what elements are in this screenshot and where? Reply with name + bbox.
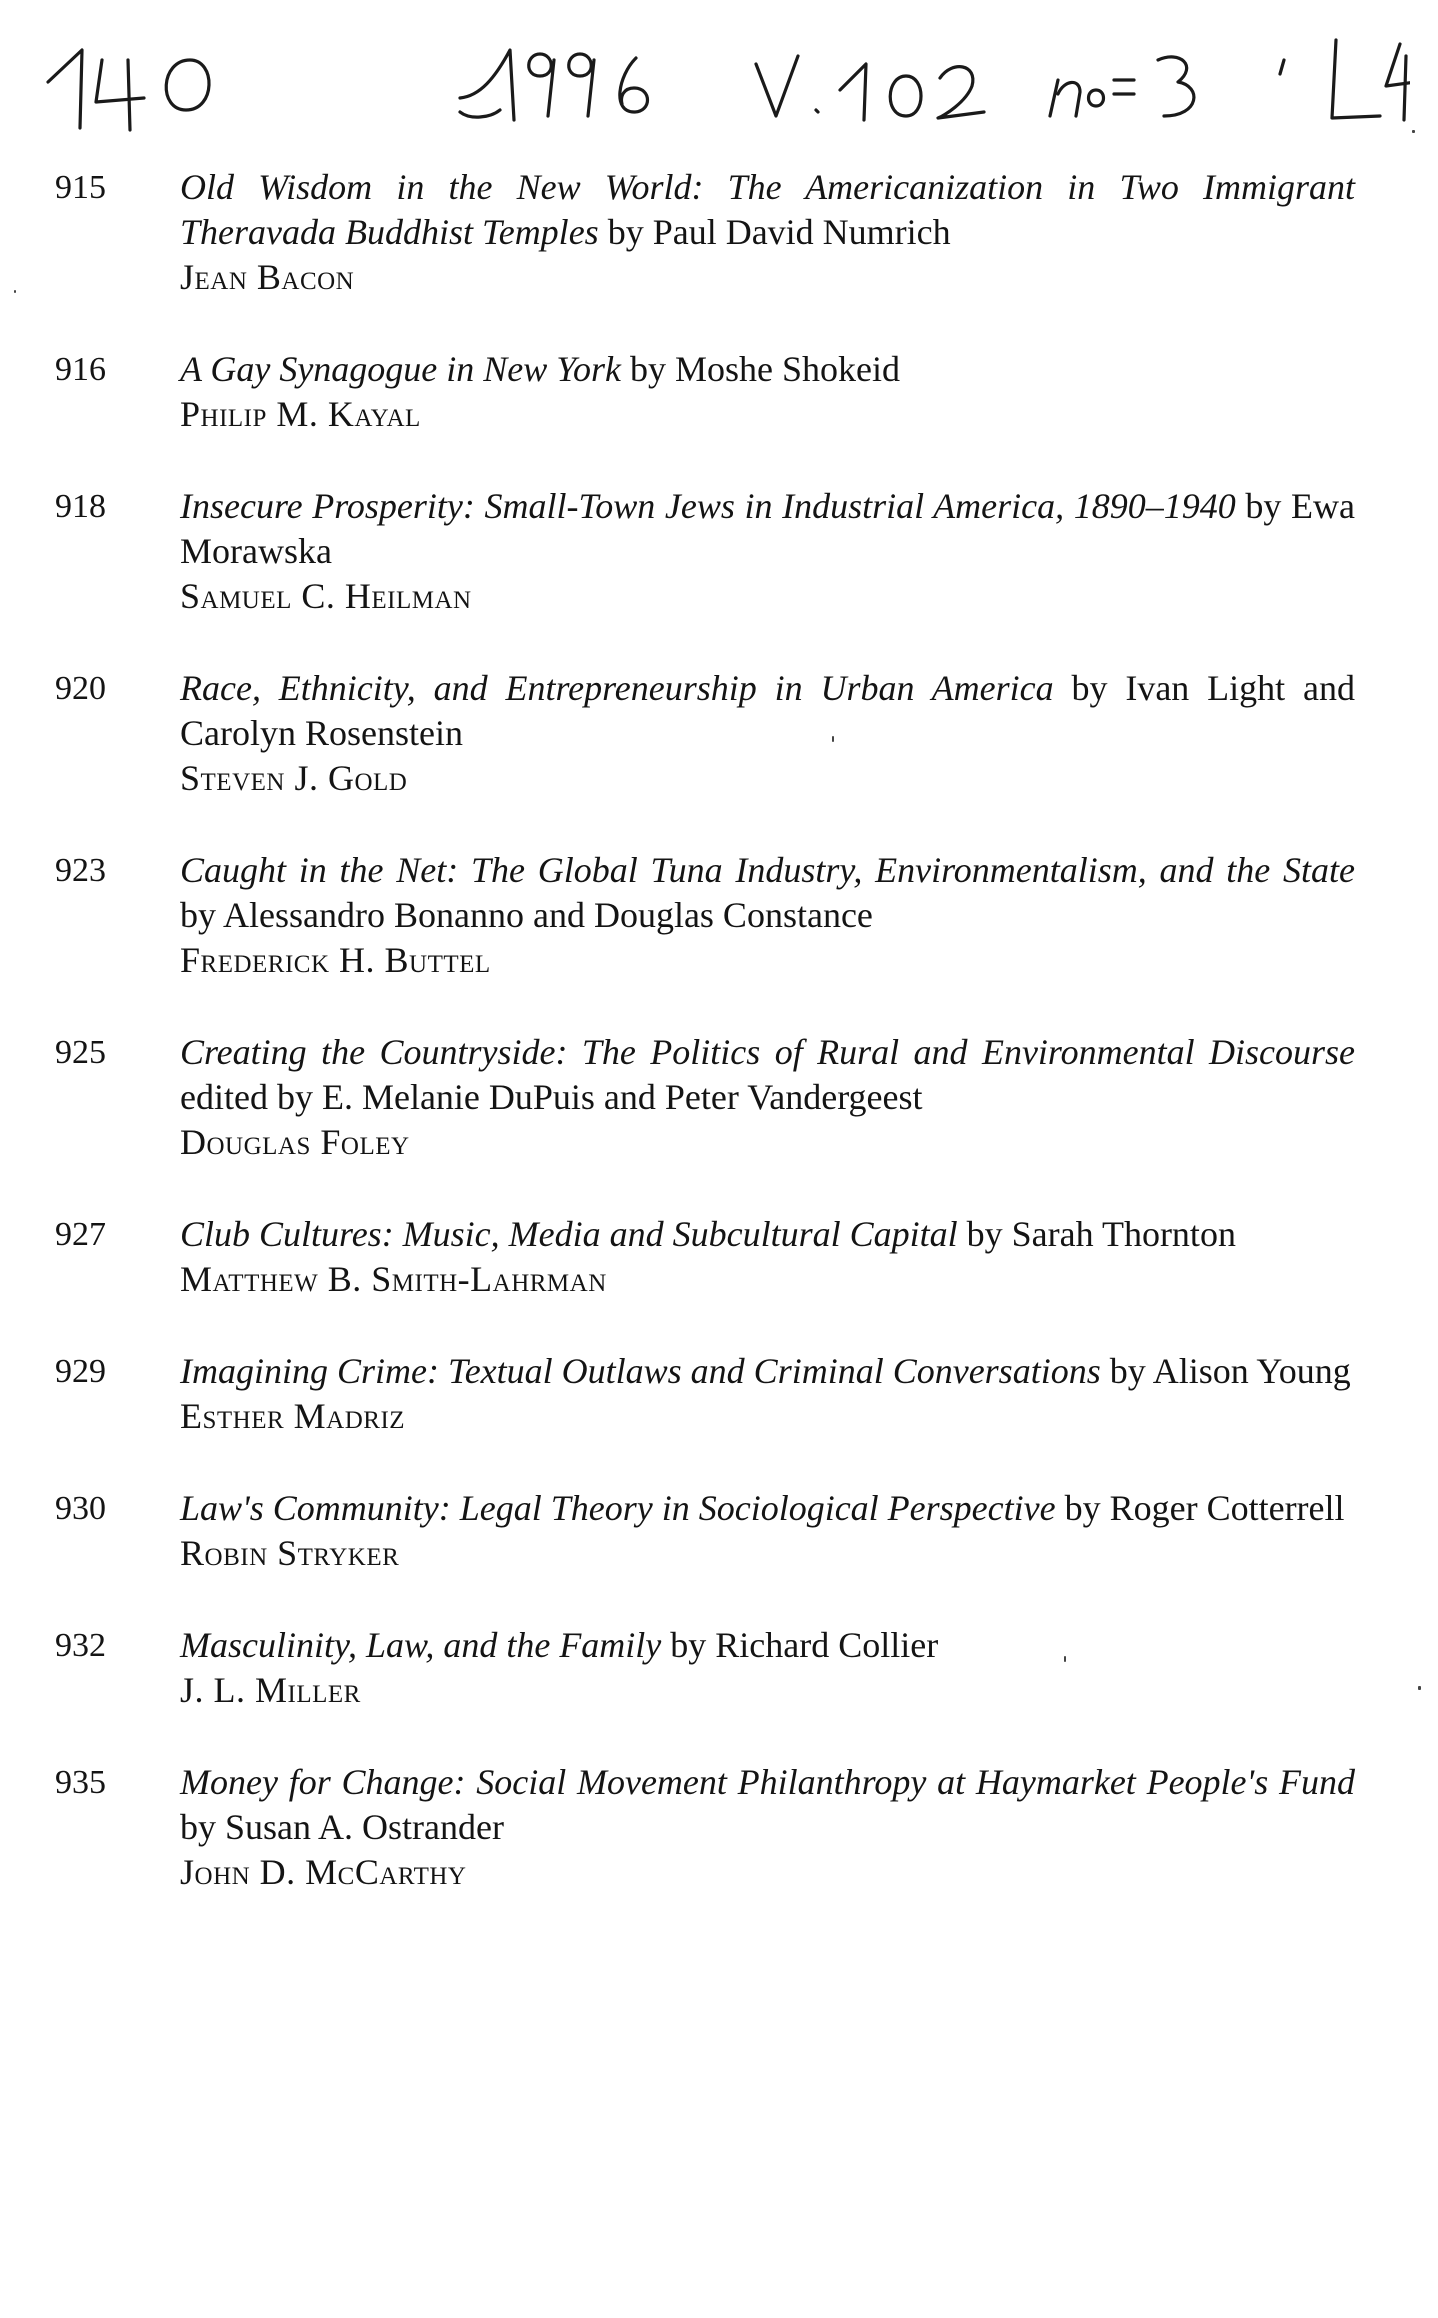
book-author: by Ewa Morawska xyxy=(180,486,1355,571)
book-author: by Roger Cotterrell xyxy=(1055,1488,1345,1528)
reviewer-name: Steven J. Gold xyxy=(180,758,408,798)
review-list xyxy=(55,165,1355,1895)
book-title: Imagining Crime: Textual Outlaws and Criminal Conversations xyxy=(180,1351,1101,1391)
entry-text xyxy=(180,1212,1355,1257)
reviewer-name: John D. McCarthy xyxy=(180,1852,467,1892)
page-number: 916 xyxy=(55,351,106,388)
page-number: 925 xyxy=(55,1034,106,1071)
handwritten-annotation xyxy=(40,20,1410,140)
review-entry xyxy=(55,848,1355,983)
book-title: A Gay Synagogue in New York xyxy=(180,349,621,389)
review-entry xyxy=(55,1212,1355,1302)
book-author: edited by E. Melanie DuPuis and Peter Vandergeest xyxy=(180,1077,923,1117)
book-title: Creating the Countryside: The Politics of Rural and Environmental Discourse xyxy=(180,1032,1355,1072)
scan-speck xyxy=(832,736,834,742)
page-number: 935 xyxy=(55,1764,106,1801)
scan-speck xyxy=(1064,1656,1066,1662)
entry-text xyxy=(180,848,1355,938)
entry-text xyxy=(180,1486,1355,1531)
book-author: by Richard Collier xyxy=(661,1625,939,1665)
review-entry xyxy=(55,484,1355,619)
handwriting-drawing xyxy=(40,20,1410,140)
reviewer-name: Robin Stryker xyxy=(180,1533,400,1573)
page-number: 929 xyxy=(55,1353,106,1390)
reviewer-name: Matthew B. Smith-Lahrman xyxy=(180,1259,607,1299)
book-author: by Alessandro Bonanno and Douglas Constance xyxy=(180,895,873,935)
reviewer-name: Jean Bacon xyxy=(180,257,355,297)
book-title: Race, Ethnicity, and Entrepreneurship in Urban America xyxy=(180,668,1054,708)
review-entry xyxy=(55,347,1355,437)
reviewer-name: Esther Madriz xyxy=(180,1396,406,1436)
book-author: by Paul David Numrich xyxy=(598,212,951,252)
book-author: by Susan A. Ostrander xyxy=(180,1807,504,1847)
entry-text xyxy=(180,484,1355,574)
book-title: Old Wisdom in the New World: The Americanization in Two Immigrant Theravada Buddhist Temples xyxy=(180,167,1355,252)
reviewer-name: J. L. Miller xyxy=(180,1670,361,1710)
review-entry xyxy=(55,666,1355,801)
page-number: 923 xyxy=(55,852,106,889)
page-number: 930 xyxy=(55,1490,106,1527)
entry-text xyxy=(180,666,1355,756)
review-entry xyxy=(55,1349,1355,1439)
page-number: 918 xyxy=(55,488,106,525)
book-title: Money for Change: Social Movement Philanthropy at Haymarket People's Fund xyxy=(180,1762,1355,1802)
entry-text xyxy=(180,1349,1355,1394)
review-entry xyxy=(55,165,1355,300)
scan-speck xyxy=(14,290,16,293)
entry-text xyxy=(180,1760,1355,1850)
review-entry xyxy=(55,1760,1355,1895)
scan-speck xyxy=(1418,1686,1421,1690)
book-author: by Sarah Thornton xyxy=(957,1214,1236,1254)
book-author: by Moshe Shokeid xyxy=(620,349,900,389)
reviewer-name: Philip M. Kayal xyxy=(180,394,421,434)
scan-speck xyxy=(1412,130,1415,133)
book-title: Caught in the Net: The Global Tuna Industry, Environmentalism, and the State xyxy=(180,850,1355,890)
book-title: Masculinity, Law, and the Family xyxy=(180,1625,662,1665)
book-title: Insecure Prosperity: Small-Town Jews in Industrial America, 1890–1940 xyxy=(180,486,1236,526)
page-number: 920 xyxy=(55,670,106,707)
review-entry xyxy=(55,1030,1355,1165)
review-entry xyxy=(55,1486,1355,1576)
reviewer-name: Samuel C. Heilman xyxy=(180,576,472,616)
reviewer-name: Douglas Foley xyxy=(180,1122,410,1162)
book-title: Law's Community: Legal Theory in Sociological Perspective xyxy=(180,1488,1056,1528)
reviewer-name: Frederick H. Buttel xyxy=(180,940,491,980)
entry-text xyxy=(180,347,1355,392)
book-author: by Ivan Light and Carolyn Rosenstein xyxy=(180,668,1355,753)
page-number: 915 xyxy=(55,169,106,206)
page-number: 927 xyxy=(55,1216,106,1253)
entry-text xyxy=(180,1030,1355,1120)
entry-text xyxy=(180,165,1355,255)
book-title: Club Cultures: Music, Media and Subcultural Capital xyxy=(180,1214,958,1254)
entry-text xyxy=(180,1623,1355,1668)
review-entry xyxy=(55,1623,1355,1713)
book-author: by Alison Young xyxy=(1100,1351,1351,1391)
page-number: 932 xyxy=(55,1627,106,1664)
